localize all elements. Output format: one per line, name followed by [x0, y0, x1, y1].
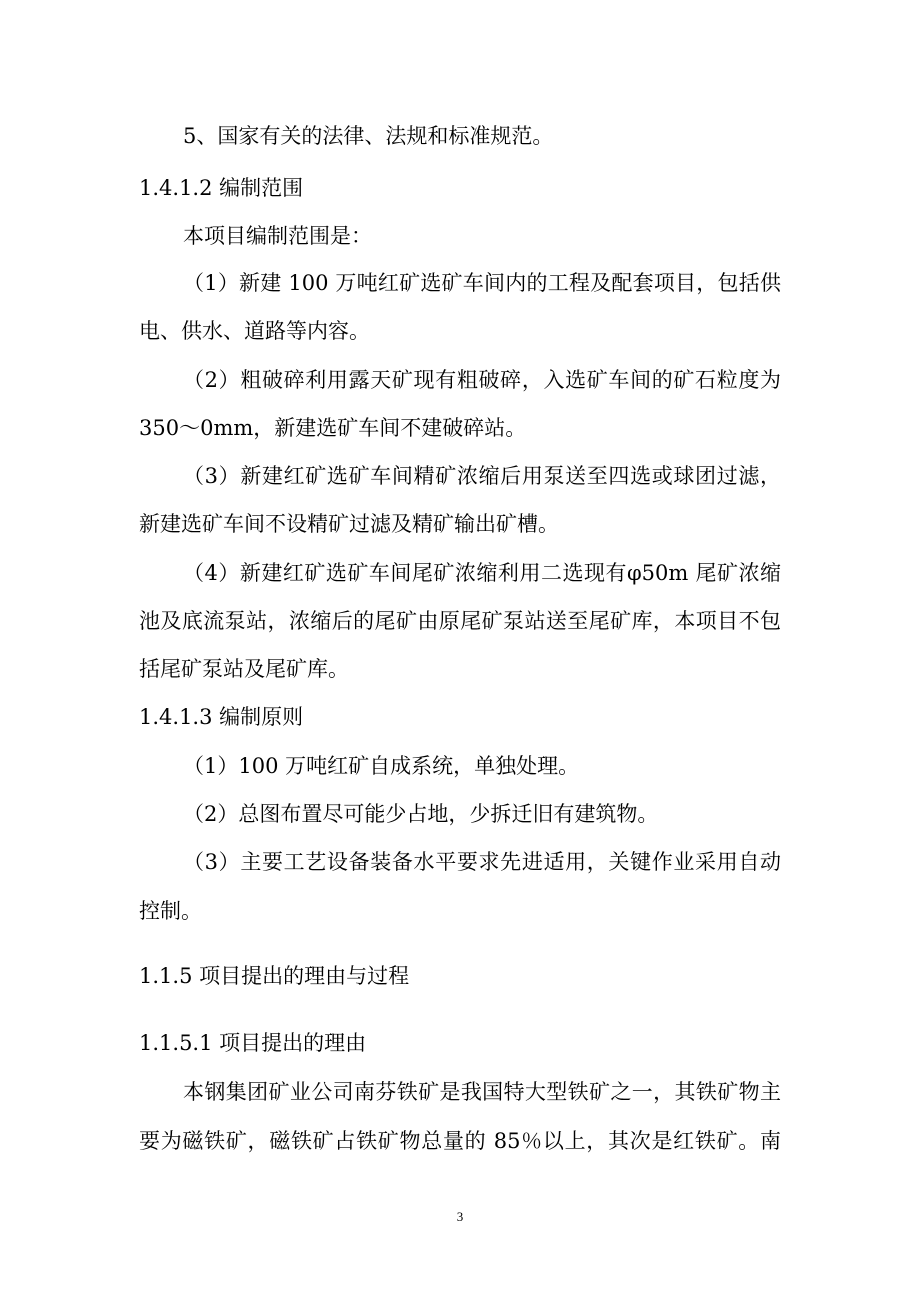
heading-1-4-1-3: 1.4.1.3 编制原则 [139, 705, 304, 729]
scope-item-3-line-2: 新建选矿车间不设精矿过滤及精矿输出矿槽。 [139, 512, 559, 536]
scope-item-2-line-1: （2）粗破碎利用露天矿现有粗破碎，入选矿车间的矿石粒度为 [183, 368, 781, 392]
heading-1-1-5: 1.1.5 项目提出的理由与过程 [139, 964, 410, 988]
scope-item-4-line-3: 括尾矿泵站及尾矿库。 [139, 657, 349, 681]
scope-item-1-line-1: （1）新建 100 万吨红矿选矿车间内的工程及配套项目，包括供 [183, 271, 781, 295]
principle-item-1: （1）100 万吨红矿自成系统，单独处理。 [183, 754, 580, 778]
reason-paragraph-line-2: 要为磁铁矿，磁铁矿占铁矿物总量的 85％以上，其次是红铁矿。南 [139, 1129, 781, 1153]
heading-1-1-5-1: 1.1.5.1 项目提出的理由 [139, 1031, 367, 1055]
heading-1-4-1-2: 1.4.1.2 编制范围 [139, 176, 304, 200]
page-number: 3 [456, 1209, 464, 1224]
scope-item-4-line-1: （4）新建红矿选矿车间尾矿浓缩利用二选现有φ50m 尾矿浓缩 [183, 561, 781, 585]
reason-paragraph-line-1: 本钢集团矿业公司南芬铁矿是我国特大型铁矿之一，其铁矿物主 [183, 1080, 781, 1104]
principle-item-3-line-2: 控制。 [139, 899, 202, 923]
scope-item-4-line-2: 池及底流泵站，浓缩后的尾矿由原尾矿泵站送至尾矿库，本项目不包 [139, 609, 781, 633]
scope-item-1-line-2: 电、供水、道路等内容。 [139, 319, 370, 343]
principle-item-2: （2）总图布置尽可能少占地，少拆迁旧有建筑物。 [183, 802, 659, 826]
scope-item-2-line-2: 350～0mm，新建选矿车间不建破碎站。 [139, 416, 527, 440]
paragraph-scope-intro: 本项目编制范围是： [183, 224, 372, 248]
scope-item-3-line-1: （3）新建红矿选矿车间精矿浓缩后用泵送至四选或球团过滤， [183, 464, 781, 488]
principle-item-3-line-1: （3）主要工艺设备装备水平要求先进适用，关键作业采用自动 [183, 850, 781, 874]
paragraph-legal-standards: 5、国家有关的法律、法规和标准规范。 [183, 124, 554, 148]
